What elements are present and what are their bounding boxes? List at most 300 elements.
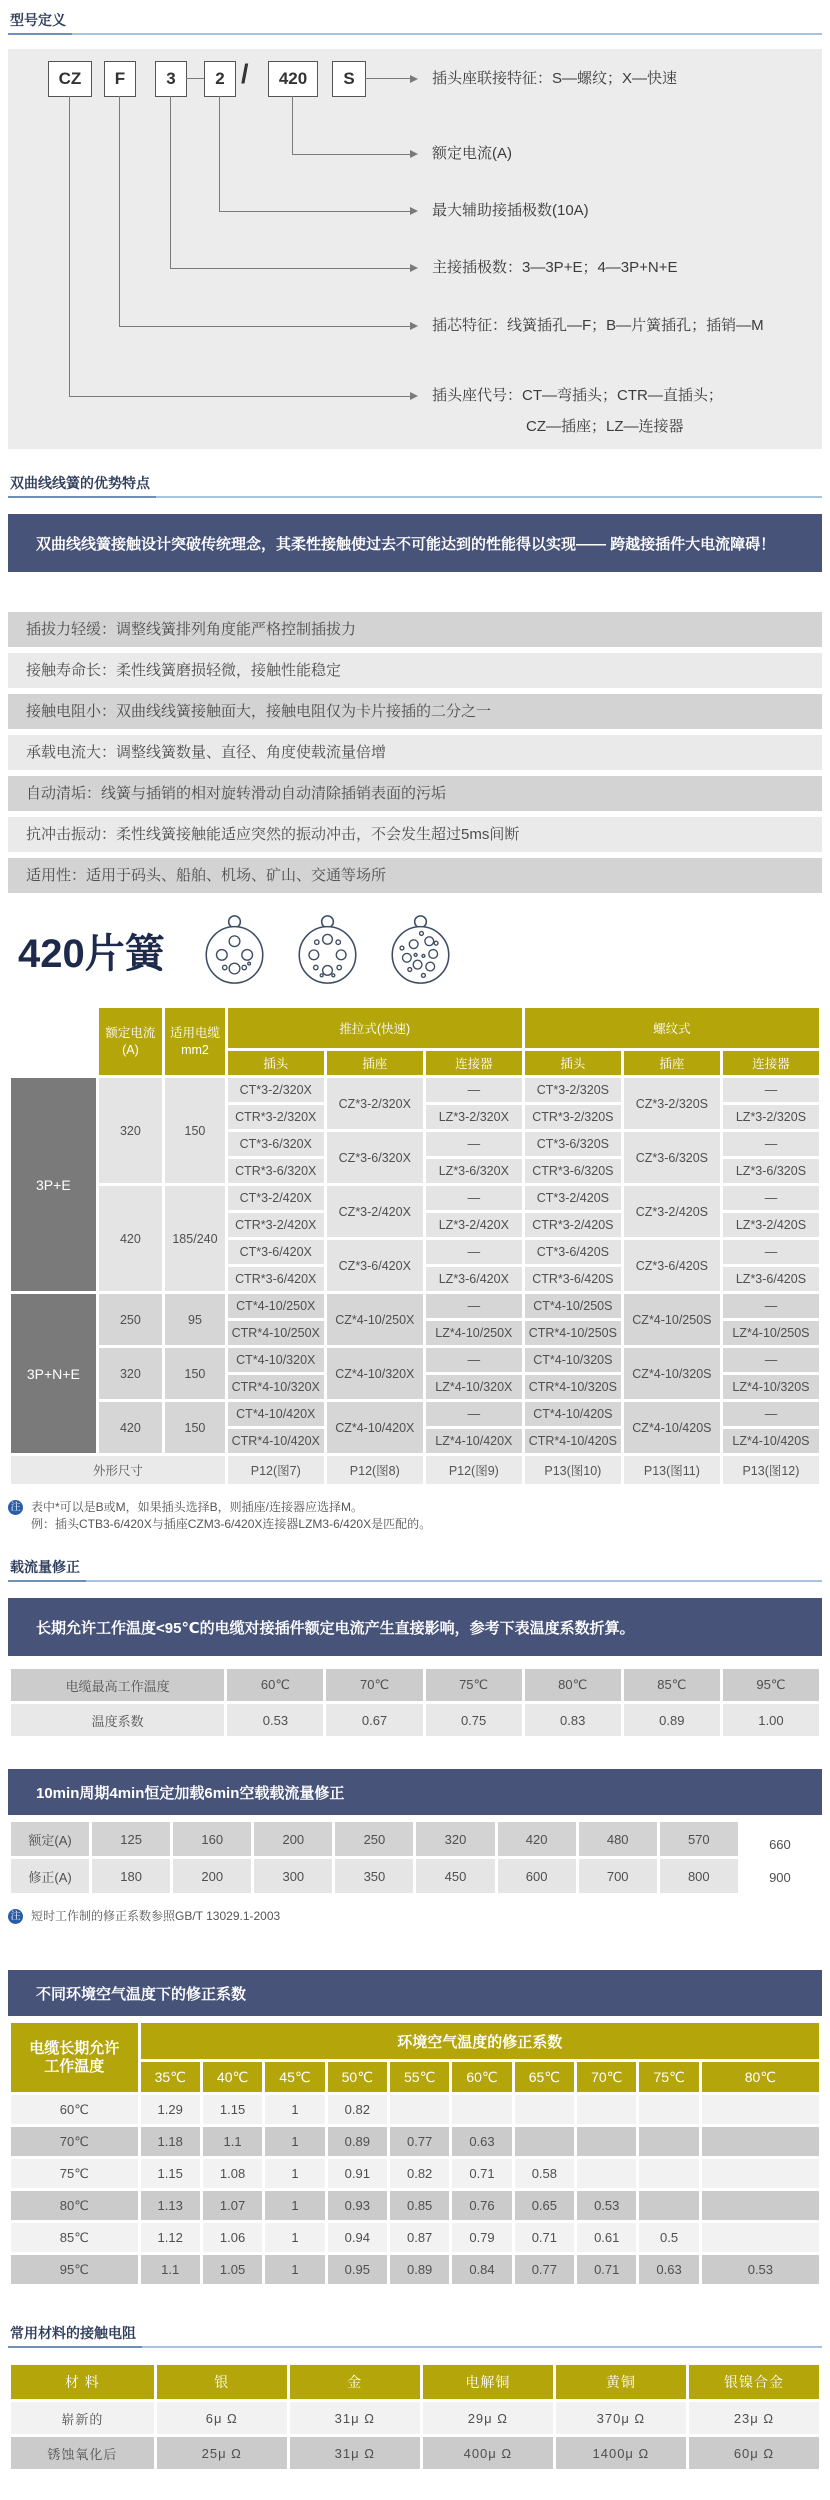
temp-header: 55℃: [390, 2062, 449, 2092]
coef-cell: [639, 2191, 698, 2220]
temp-header: 80℃: [702, 2062, 819, 2092]
model-cell: CT*3-2/320X: [228, 1078, 324, 1102]
dimensions-ref: P12(图9): [426, 1456, 522, 1484]
resistance-cell: 25μ Ω: [157, 2437, 287, 2469]
header-rated-current: [99, 1008, 163, 1075]
corner-blank-cell: [11, 1008, 96, 1075]
coef-cell: 1.1: [141, 2255, 200, 2284]
coef-cell: 1: [265, 2191, 324, 2220]
row-label: 85℃: [11, 2223, 138, 2252]
model-cell: CT*3-6/320X: [228, 1132, 324, 1156]
pointer-line-czh: [69, 396, 410, 397]
row-label: 温度系数: [11, 1704, 224, 1736]
model-cell: LZ*4-10/250X: [426, 1321, 522, 1345]
coef-cell: 0.71: [577, 2255, 636, 2284]
cable-temp-banner: 长期允许工作温度<95℃的电缆对接插件额定电流产生直接影响，参考下表温度系数折算。: [8, 1598, 822, 1656]
coef-cell: 1.07: [203, 2191, 262, 2220]
dash-cell: —: [426, 1078, 522, 1102]
corner-header: [11, 2023, 138, 2092]
coef-cell: [702, 2095, 819, 2124]
coef-cell: [577, 2095, 636, 2124]
ambient-banner: 不同环境空气温度下的修正系数: [8, 1970, 822, 2016]
coef-cell: 0.89: [390, 2255, 449, 2284]
advantage-item: 接触寿命长：柔性线簧磨损轻微，接触性能稳定: [8, 653, 822, 688]
model-cell: CTR*4-10/420S: [525, 1429, 621, 1453]
model-cell: CTR*3-6/420X: [228, 1267, 324, 1291]
table-row: [11, 1078, 819, 1102]
table-footer-row: [11, 1456, 819, 1484]
model-cell: CTR*3-6/320X: [228, 1159, 324, 1183]
temp-header: 70℃: [577, 2062, 636, 2092]
coef-cell: 0.65: [515, 2191, 574, 2220]
model-cell: CT*3-2/320S: [525, 1078, 621, 1102]
model-cell: LZ*4-10/320S: [723, 1375, 819, 1399]
coef-cell: [639, 2127, 698, 2156]
header-line: 工作温度: [44, 2057, 105, 2075]
corrected-cell: 200: [173, 1859, 251, 1893]
note-text: [31, 1499, 431, 1533]
model-cell: LZ*3-2/420S: [723, 1213, 819, 1237]
table-row: [11, 2127, 819, 2156]
section-heading-current-correction: [8, 1557, 822, 1582]
advantage-item: 接触电阻小：双曲线线簧接触面大，接触电阻仅为卡片接插的二分之一: [8, 694, 822, 729]
dash-cell: —: [426, 1240, 522, 1264]
row-label: 70℃: [11, 2127, 138, 2156]
code-label-coupling: 插头座联接特征：S—螺纹；X—快速: [432, 70, 678, 87]
material-header: 电解铜: [423, 2365, 553, 2399]
row-label: 60℃: [11, 2095, 138, 2124]
temp-cell: 70℃: [326, 1669, 422, 1701]
dash-cell: —: [723, 1078, 819, 1102]
rated-cell: 480: [579, 1822, 657, 1856]
temp-header: 50℃: [328, 2062, 387, 2092]
section-heading-materials: [8, 2323, 822, 2348]
arrowhead-icon: [410, 322, 418, 330]
model-cell: CZ*3-2/320X: [327, 1078, 423, 1129]
model-cell: CTR*4-10/320S: [525, 1375, 621, 1399]
temp-cell: 60℃: [227, 1669, 323, 1701]
coef-cell: 1.06: [203, 2223, 262, 2252]
current-cell: 420: [99, 1402, 163, 1453]
coef-cell: [639, 2095, 698, 2124]
arrowhead-icon: [410, 392, 418, 400]
coef-cell: 0.61: [577, 2223, 636, 2252]
model-cell: CT*3-6/420X: [228, 1240, 324, 1264]
model-cell: CZ*3-6/420S: [624, 1240, 720, 1291]
dash-cell: —: [426, 1132, 522, 1156]
table-row: [11, 1294, 819, 1318]
coef-cell: [702, 2159, 819, 2188]
rated-cell: 900: [769, 1870, 791, 1885]
model-cell: LZ*3-6/420S: [723, 1267, 819, 1291]
cable-cell: 95: [165, 1294, 225, 1345]
dimensions-ref: P13(图12): [723, 1456, 819, 1484]
contact-resistance-table: [8, 2362, 822, 2472]
note-text: 短时工作制的修正系数参照GB/T 13029.1-2003: [31, 1909, 281, 1923]
model-cell: CZ*3-6/320X: [327, 1132, 423, 1183]
coef-cell: 1.29: [141, 2095, 200, 2124]
coef-cell: 1.15: [141, 2159, 200, 2188]
coef-cell: [702, 2127, 819, 2156]
temp-header: 65℃: [515, 2062, 574, 2092]
coef-cell: 0.77: [515, 2255, 574, 2284]
section-heading-text: 常用材料的接触电阻: [8, 2323, 142, 2348]
note-icon: 注: [8, 1909, 23, 1924]
table-row: [11, 2437, 819, 2469]
material-header: 银镍合金: [689, 2365, 819, 2399]
coef-cell: 0.53: [702, 2255, 819, 2284]
coef-cell: 0.83: [525, 1704, 621, 1736]
model-cell: CZ*3-2/320S: [624, 1078, 720, 1129]
model-cell: CT*4-10/420X: [228, 1402, 324, 1426]
model-cell: CZ*4-10/320X: [327, 1348, 423, 1399]
dash-cell: —: [723, 1132, 819, 1156]
material-header: 材 料: [11, 2365, 154, 2399]
temp-header: 60℃: [452, 2062, 511, 2092]
corrected-cell: 700: [579, 1859, 657, 1893]
advantage-item: 插拔力轻缓：调整线簧排列角度能严格控制插拔力: [8, 612, 822, 647]
table-row: [11, 2255, 819, 2284]
model-cell: CT*3-6/420S: [525, 1240, 621, 1264]
model-cell: CT*4-10/420S: [525, 1402, 621, 1426]
group-header: 环境空气温度的修正系数: [141, 2023, 819, 2059]
header-line: (A): [122, 1042, 139, 1057]
model-cell: CTR*3-2/420S: [525, 1213, 621, 1237]
resistance-cell: 6μ Ω: [157, 2402, 287, 2434]
table-row: [11, 1669, 819, 1701]
coef-cell: 1.1: [203, 2127, 262, 2156]
rated-cell: 570: [660, 1822, 738, 1856]
header-line: 额定电流: [105, 1025, 156, 1040]
pointer-line-420: [292, 96, 293, 154]
table-row: [11, 1859, 819, 1893]
dash-cell: —: [723, 1240, 819, 1264]
coef-cell: 1: [265, 2127, 324, 2156]
coef-cell: 0.95: [328, 2255, 387, 2284]
coef-cell: 0.76: [452, 2191, 511, 2220]
model-cell: CTR*3-6/320S: [525, 1159, 621, 1183]
note-icon: 注: [8, 1500, 23, 1515]
coef-cell: 1.18: [141, 2127, 200, 2156]
model-cell: CZ*3-2/420X: [327, 1186, 423, 1237]
coef-cell: 0.85: [390, 2191, 449, 2220]
corrected-cell: 800: [660, 1859, 738, 1893]
resistance-cell: 400μ Ω: [423, 2437, 553, 2469]
advantage-item: 适用性：适用于码头、船舶、机场、矿山、交通等场所: [8, 858, 822, 893]
model-cell: CZ*3-6/320S: [624, 1132, 720, 1183]
model-cell: CZ*4-10/420S: [624, 1402, 720, 1453]
dimensions-ref: P12(图7): [228, 1456, 324, 1484]
model-cell: CZ*3-2/420S: [624, 1186, 720, 1237]
coef-cell: [577, 2159, 636, 2188]
current-cell: 250: [99, 1294, 163, 1345]
resistance-cell: 370μ Ω: [556, 2402, 686, 2434]
model-cell: CZ*4-10/250S: [624, 1294, 720, 1345]
rated-cell: 250: [335, 1822, 413, 1856]
coef-cell: 0.53: [577, 2191, 636, 2220]
temperature-coefficient-table: [8, 1666, 822, 1739]
section-heading-advantages: [8, 473, 822, 498]
temp-header: 45℃: [265, 2062, 324, 2092]
row-label: 80℃: [11, 2191, 138, 2220]
coef-cell: 1.15: [203, 2095, 262, 2124]
coef-cell: 0.89: [624, 1704, 720, 1736]
pointer-line-3: [170, 96, 171, 268]
code-label-rated-current: 额定电流(A): [432, 145, 512, 162]
coef-cell: 0.71: [452, 2159, 511, 2188]
model-cell: LZ*3-6/320X: [426, 1159, 522, 1183]
coef-cell: 0.67: [326, 1704, 422, 1736]
coef-cell: 0.93: [328, 2191, 387, 2220]
dash-cell: —: [426, 1186, 522, 1210]
coef-cell: 1: [265, 2223, 324, 2252]
pointer-line-fh: [119, 326, 410, 327]
resistance-cell: 60μ Ω: [689, 2437, 819, 2469]
corrected-cell: 350: [335, 1859, 413, 1893]
coef-cell: 0.53: [227, 1704, 323, 1736]
dimensions-label: 外形尺寸: [11, 1456, 225, 1484]
merged-rated-cell: [741, 1822, 819, 1893]
code-label-series-line1: 插头座代号：CT—弯插头；CTR—直插头；: [432, 387, 723, 404]
arrowhead-icon: [410, 264, 418, 272]
coef-cell: 0.94: [328, 2223, 387, 2252]
code-label-aux-poles: 最大辅助接插极数(10A): [432, 202, 589, 219]
temp-cell: 75℃: [426, 1669, 522, 1701]
code-label-contact-type: 插芯特征：线簧插孔—F；B—片簧插孔；插销—M: [432, 317, 764, 334]
model-cell: LZ*3-6/420X: [426, 1267, 522, 1291]
coef-cell: 0.71: [515, 2223, 574, 2252]
coef-cell: [390, 2095, 449, 2124]
coef-cell: 0.89: [328, 2127, 387, 2156]
note-line: 例：插头CTB3-6/420X与插座CZM3-6/420X连接器LZM3-6/420X是匹配的。: [31, 1517, 432, 1531]
corrected-cell: 300: [254, 1859, 332, 1893]
model-cell: LZ*3-2/320S: [723, 1105, 819, 1129]
product-model-table: [8, 1005, 822, 1487]
advantage-item: 自动清垢：线簧与插销的相对旋转滑动自动清除插销表面的污垢: [8, 776, 822, 811]
rated-cell: 660: [769, 1837, 791, 1852]
coef-cell: [577, 2127, 636, 2156]
resistance-cell: 23μ Ω: [689, 2402, 819, 2434]
coef-cell: 0.82: [390, 2159, 449, 2188]
rated-cell: 420: [498, 1822, 576, 1856]
resistance-cell: 31μ Ω: [290, 2402, 420, 2434]
connector-face-icon-2: [296, 912, 359, 988]
table-row: [11, 1822, 819, 1856]
table-row: [11, 1704, 819, 1736]
connector-face-icon-3: [389, 912, 452, 988]
coef-cell: [702, 2191, 819, 2220]
note-line: 表中*可以是B或M，如果插头选择B，则插座/连接器应选择M。: [31, 1500, 364, 1514]
table-row: [11, 1186, 819, 1210]
rated-cell: 160: [173, 1822, 251, 1856]
section-heading-model-definition: [8, 10, 822, 35]
rated-cell: 200: [254, 1822, 332, 1856]
dimensions-ref: P12(图8): [327, 1456, 423, 1484]
section-heading-text: 双曲线线簧的优势特点: [8, 473, 156, 498]
dash-cell: —: [723, 1294, 819, 1318]
pointer-line-s: [365, 78, 410, 79]
connector-face-icon-1: [203, 912, 266, 988]
material-header: 金: [290, 2365, 420, 2399]
corrected-cell: 450: [416, 1859, 494, 1893]
row-label: 电缆最高工作温度: [11, 1669, 224, 1701]
corrected-cell: 600: [498, 1859, 576, 1893]
header-cable: [165, 1008, 225, 1075]
arrowhead-icon: [410, 207, 418, 215]
header-line: 电缆长期允许: [29, 2039, 120, 2057]
cable-cell: 150: [165, 1348, 225, 1399]
coef-cell: 1: [265, 2095, 324, 2124]
temp-cell: 80℃: [525, 1669, 621, 1701]
temp-cell: 95℃: [723, 1669, 819, 1701]
product-title: 420片簧: [18, 931, 165, 976]
table-row: [11, 1348, 819, 1372]
arrowhead-icon: [410, 75, 418, 83]
model-cell: CTR*4-10/250S: [525, 1321, 621, 1345]
header-connector: 连接器: [426, 1051, 522, 1075]
dash-cell: —: [723, 1402, 819, 1426]
coef-cell: 0.87: [390, 2223, 449, 2252]
coef-cell: 1: [265, 2255, 324, 2284]
model-cell: CT*3-2/420S: [525, 1186, 621, 1210]
header-push-pull-group: 推拉式(快速): [228, 1008, 522, 1048]
coef-cell: 0.77: [390, 2127, 449, 2156]
model-cell: CTR*3-6/420S: [525, 1267, 621, 1291]
coef-cell: 0.82: [328, 2095, 387, 2124]
temp-header: 35℃: [141, 2062, 200, 2092]
coef-cell: 1: [265, 2159, 324, 2188]
coef-cell: [515, 2095, 574, 2124]
table-row: [11, 2159, 819, 2188]
row-label: 额定(A): [11, 1822, 89, 1856]
dimensions-ref: P13(图11): [624, 1456, 720, 1484]
coef-cell: 1.13: [141, 2191, 200, 2220]
coef-cell: 1.00: [723, 1704, 819, 1736]
model-cell: LZ*4-10/420S: [723, 1429, 819, 1453]
table-row: [11, 2095, 819, 2124]
corrected-cell: 180: [92, 1859, 170, 1893]
model-cell: LZ*3-6/320S: [723, 1159, 819, 1183]
row-label: 修正(A): [11, 1859, 89, 1893]
table-row: [11, 2402, 819, 2434]
material-header: 银: [157, 2365, 287, 2399]
model-cell: LZ*3-2/420X: [426, 1213, 522, 1237]
code-box-2: 2: [204, 61, 236, 97]
model-cell: LZ*3-2/320X: [426, 1105, 522, 1129]
model-cell: CZ*3-6/420X: [327, 1240, 423, 1291]
model-cell: CTR*4-10/320X: [228, 1375, 324, 1399]
pointer-line-3h: [170, 268, 410, 269]
pointer-line-f: [119, 96, 120, 326]
coef-cell: 0.63: [452, 2127, 511, 2156]
model-cell: CZ*4-10/420X: [327, 1402, 423, 1453]
coef-cell: 0.91: [328, 2159, 387, 2188]
table-row: [11, 2223, 819, 2252]
coef-cell: 0.63: [639, 2255, 698, 2284]
box-link-line: [186, 78, 204, 79]
duty-cycle-banner: 10min周期4min恒定加载6min空载载流量修正: [8, 1769, 822, 1815]
row-label: 95℃: [11, 2255, 138, 2284]
header-plug: 插头: [228, 1051, 324, 1075]
dash-cell: —: [426, 1294, 522, 1318]
duty-note: [8, 1908, 822, 1925]
rated-cell: 125: [92, 1822, 170, 1856]
slash-separator: /: [241, 59, 249, 89]
code-box-f: F: [104, 61, 136, 97]
model-cell: CZ*4-10/250X: [327, 1294, 423, 1345]
ambient-correction-table: [8, 2020, 822, 2287]
code-box-3: 3: [155, 61, 187, 97]
model-cell: CT*3-6/320S: [525, 1132, 621, 1156]
dash-cell: —: [426, 1402, 522, 1426]
row-label: 75℃: [11, 2159, 138, 2188]
pointer-line-2h: [219, 211, 410, 212]
current-cell: 420: [99, 1186, 163, 1291]
coef-cell: [639, 2159, 698, 2188]
model-cell: CT*4-10/250X: [228, 1294, 324, 1318]
advantage-list: [8, 612, 822, 893]
advantage-item: 承载电流大：调整线簧数量、直径、角度使载流量倍增: [8, 735, 822, 770]
resistance-cell: 31μ Ω: [290, 2437, 420, 2469]
model-cell: CT*3-2/420X: [228, 1186, 324, 1210]
dash-cell: —: [723, 1348, 819, 1372]
coef-cell: [515, 2127, 574, 2156]
pointer-line-420h: [292, 154, 410, 155]
coef-cell: [702, 2223, 819, 2252]
product-title-row: [8, 899, 822, 1001]
arrowhead-icon: [410, 150, 418, 158]
model-cell: LZ*4-10/320X: [426, 1375, 522, 1399]
coef-cell: 1.12: [141, 2223, 200, 2252]
section-heading-text: 载流量修正: [8, 1557, 86, 1582]
model-cell: CZ*4-10/320S: [624, 1348, 720, 1399]
material-header: 黄铜: [556, 2365, 686, 2399]
dash-cell: —: [723, 1186, 819, 1210]
temp-cell: 85℃: [624, 1669, 720, 1701]
header-socket: 插座: [624, 1051, 720, 1075]
temp-header: 75℃: [639, 2062, 698, 2092]
header-socket: 插座: [327, 1051, 423, 1075]
cable-cell: 185/240: [165, 1186, 225, 1291]
row-label: 崭新的: [11, 2402, 154, 2434]
advantage-item: 抗冲击振动：柔性线簧接触能适应突然的振动冲击，不会发生超过5ms间断: [8, 817, 822, 852]
coef-cell: 0.58: [515, 2159, 574, 2188]
coef-cell: 0.84: [452, 2255, 511, 2284]
coef-cell: 1.05: [203, 2255, 262, 2284]
duty-correction-table: [8, 1819, 822, 1896]
pole-group-cell: 3P+E: [11, 1078, 96, 1291]
model-cell: CT*4-10/320S: [525, 1348, 621, 1372]
coef-cell: 0.5: [639, 2223, 698, 2252]
resistance-cell: 1400μ Ω: [556, 2437, 686, 2469]
table-note: [8, 1499, 822, 1533]
pointer-line-cz: [69, 96, 70, 396]
header-connector: 连接器: [723, 1051, 819, 1075]
model-cell: CTR*4-10/420X: [228, 1429, 324, 1453]
coef-cell: 0.79: [452, 2223, 511, 2252]
model-code-diagram: [8, 49, 822, 449]
code-box-420: 420: [268, 61, 318, 97]
coef-cell: [452, 2095, 511, 2124]
table-row: [11, 1402, 819, 1426]
section-heading-text: 型号定义: [8, 10, 72, 35]
cable-cell: 150: [165, 1402, 225, 1453]
table-row: [11, 2191, 819, 2220]
code-label-main-poles: 主接插极数：3—3P+E；4—3P+N+E: [432, 259, 678, 276]
rated-cell: 320: [416, 1822, 494, 1856]
header-line: 适用电缆: [169, 1025, 220, 1040]
coef-cell: 0.75: [426, 1704, 522, 1736]
